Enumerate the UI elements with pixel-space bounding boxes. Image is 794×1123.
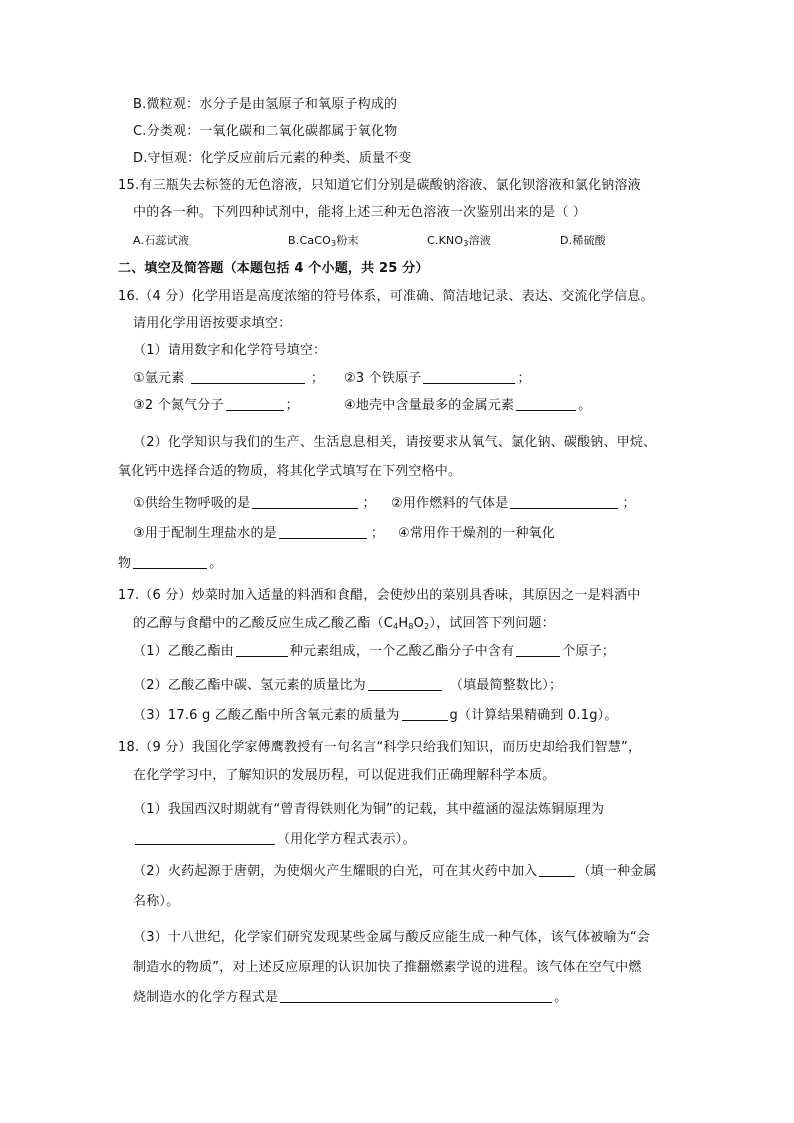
q15-stem-line1: 15.有三瓶失去标签的无色溶液，只知道它们分别是碳酸钠溶液、氯化钡溶液和氯化钠溶液 — [118, 178, 641, 193]
q16-item-4: ④地壳中含量最多的金属元素 。 — [344, 398, 592, 413]
q18-part3-line1: （3）十八世纪，化学家们研究发现某些金属与酸反应能生成一种气体，该气体被喻为“会 — [133, 930, 651, 945]
q16-stem-line1: 16.（4 分）化学用语是高度浓缩的符号体系，可准确、简洁地记录、表达、交流化学信息。 — [118, 289, 654, 304]
answer-blank[interactable] — [226, 396, 284, 411]
q16-part2-line2: 氧化钙中选择合适的物质，将其化学式填写在下列空格中。 — [118, 464, 462, 479]
answer-blank[interactable] — [280, 988, 552, 1003]
answer-blank[interactable] — [133, 554, 207, 569]
q16-part2-line1: （2）化学知识与我们的生产、生活息息相关，请按要求从氧气、氯化钠、碳酸钠、甲烷、 — [133, 435, 657, 450]
q18-stem-line1: 18.（9 分）我国化学家傅鹰教授有一句名言“科学只给我们知识，而历史却给我们智慧”， — [118, 740, 642, 755]
q15-option-d: D.稀硫酸 — [560, 234, 606, 247]
q18-part1: （1）我国西汉时期就有“曾青得铁则化为铜”的记载，其中蕴涵的湿法炼铜原理为 — [133, 802, 605, 817]
q18-part2: （2）火药起源于唐朝，为使烟火产生耀眼的白光，可在其火药中加入 （填一种金属 — [133, 864, 657, 879]
answer-blank[interactable] — [516, 642, 560, 657]
q18-part3-line3: 烧制造水的化学方程式是 。 — [133, 990, 568, 1005]
q15-option-c: $C.KNO_3$溶液 — [427, 234, 491, 248]
q17-part1: （1）乙酸乙酯由 种元素组成，一个乙酸乙酯分子中含有 个原子； — [133, 644, 616, 659]
answer-blank[interactable] — [135, 830, 275, 845]
q14-option-d: D.守恒观：化学反应前后元素的种类、质量不变 — [133, 151, 412, 166]
q14-option-b: B.微粒观：水分子是由氢原子和氧原子构成的 — [133, 97, 398, 112]
q18-stem-line2: 在化学学习中，了解知识的发展历程，可以促进我们正确理解科学本质。 — [133, 768, 556, 783]
q17-part2: （2）乙酸乙酯中碳、氢元素的质量比为 （填最简整数比）； — [133, 678, 563, 693]
q16-item-j4-cont: 物 。 — [118, 556, 223, 571]
q18-part2-cont: 名称）。 — [133, 894, 180, 909]
answer-blank[interactable] — [423, 369, 515, 384]
q16-item-2: ②3 个铁原子 ； — [344, 371, 531, 386]
q16-item-3: ③2 个氮气分子 ； — [133, 398, 299, 413]
q18-part3-line2: 制造水的物质”，对上述反应原理的认识加快了推翻燃素学说的进程。该气体在空气中燃 — [133, 960, 642, 975]
q16-item-j2: ②用作燃料的气体是 ； — [391, 496, 636, 511]
q16-item-j1: ①供给生物呼吸的是 ； — [133, 496, 376, 511]
q15-option-b: B.CaCO$_3$粉末 — [288, 234, 359, 248]
q16-item-j3: ③用于配制生理盐水的是 ； — [133, 526, 385, 541]
q15-stem-line2: 中的各一种。下列四种试剂中，能将上述三种无色溶液一次鉴别出来的是（ ） — [133, 205, 587, 220]
q14-option-c: C.分类观：一氧化碳和二氧化碳都属于氧化物 — [133, 124, 398, 139]
answer-blank[interactable] — [510, 494, 618, 509]
answer-blank[interactable] — [236, 642, 288, 657]
answer-blank[interactable] — [191, 369, 305, 384]
answer-blank[interactable] — [516, 396, 576, 411]
q16-item-1: ①氩元素 ； — [133, 371, 325, 386]
q16-item-j4: ④常用作干燥剂的一种氧化 — [398, 526, 556, 541]
q17-stem-line2: 的乙醇与食醋中的乙酸反应生成乙酸乙酯$(C_4H_8O_2)$，试回答下列问题： — [133, 616, 555, 631]
q16-part1-instruction: （1）请用数字和化学符号填空： — [133, 343, 327, 358]
answer-blank[interactable] — [368, 676, 442, 691]
q17-stem-line1: 17.（6 分）炒菜时加入适量的料酒和食醋，会使炒出的菜别具香味，其原因之一是料酒中 — [118, 588, 641, 603]
answer-blank[interactable] — [279, 524, 367, 539]
answer-blank[interactable] — [252, 494, 358, 509]
q15-option-a: A.石蕊试液 — [133, 234, 190, 247]
answer-blank[interactable] — [539, 862, 575, 877]
q18-part1-answer: （用化学方程式表示）。 — [133, 830, 416, 850]
q16-stem-line2: 请用化学用语按要求填空： — [133, 316, 292, 331]
answer-blank[interactable] — [402, 706, 448, 721]
q17-part3: （3）17.6 g 乙酸乙酯中所含氧元素的质量为 g（计算结果精确到 0.1g）。 — [133, 708, 618, 723]
section-2-heading: 二、填空及简答题（本题包括 4 个小题，共 25 分） — [118, 261, 429, 276]
